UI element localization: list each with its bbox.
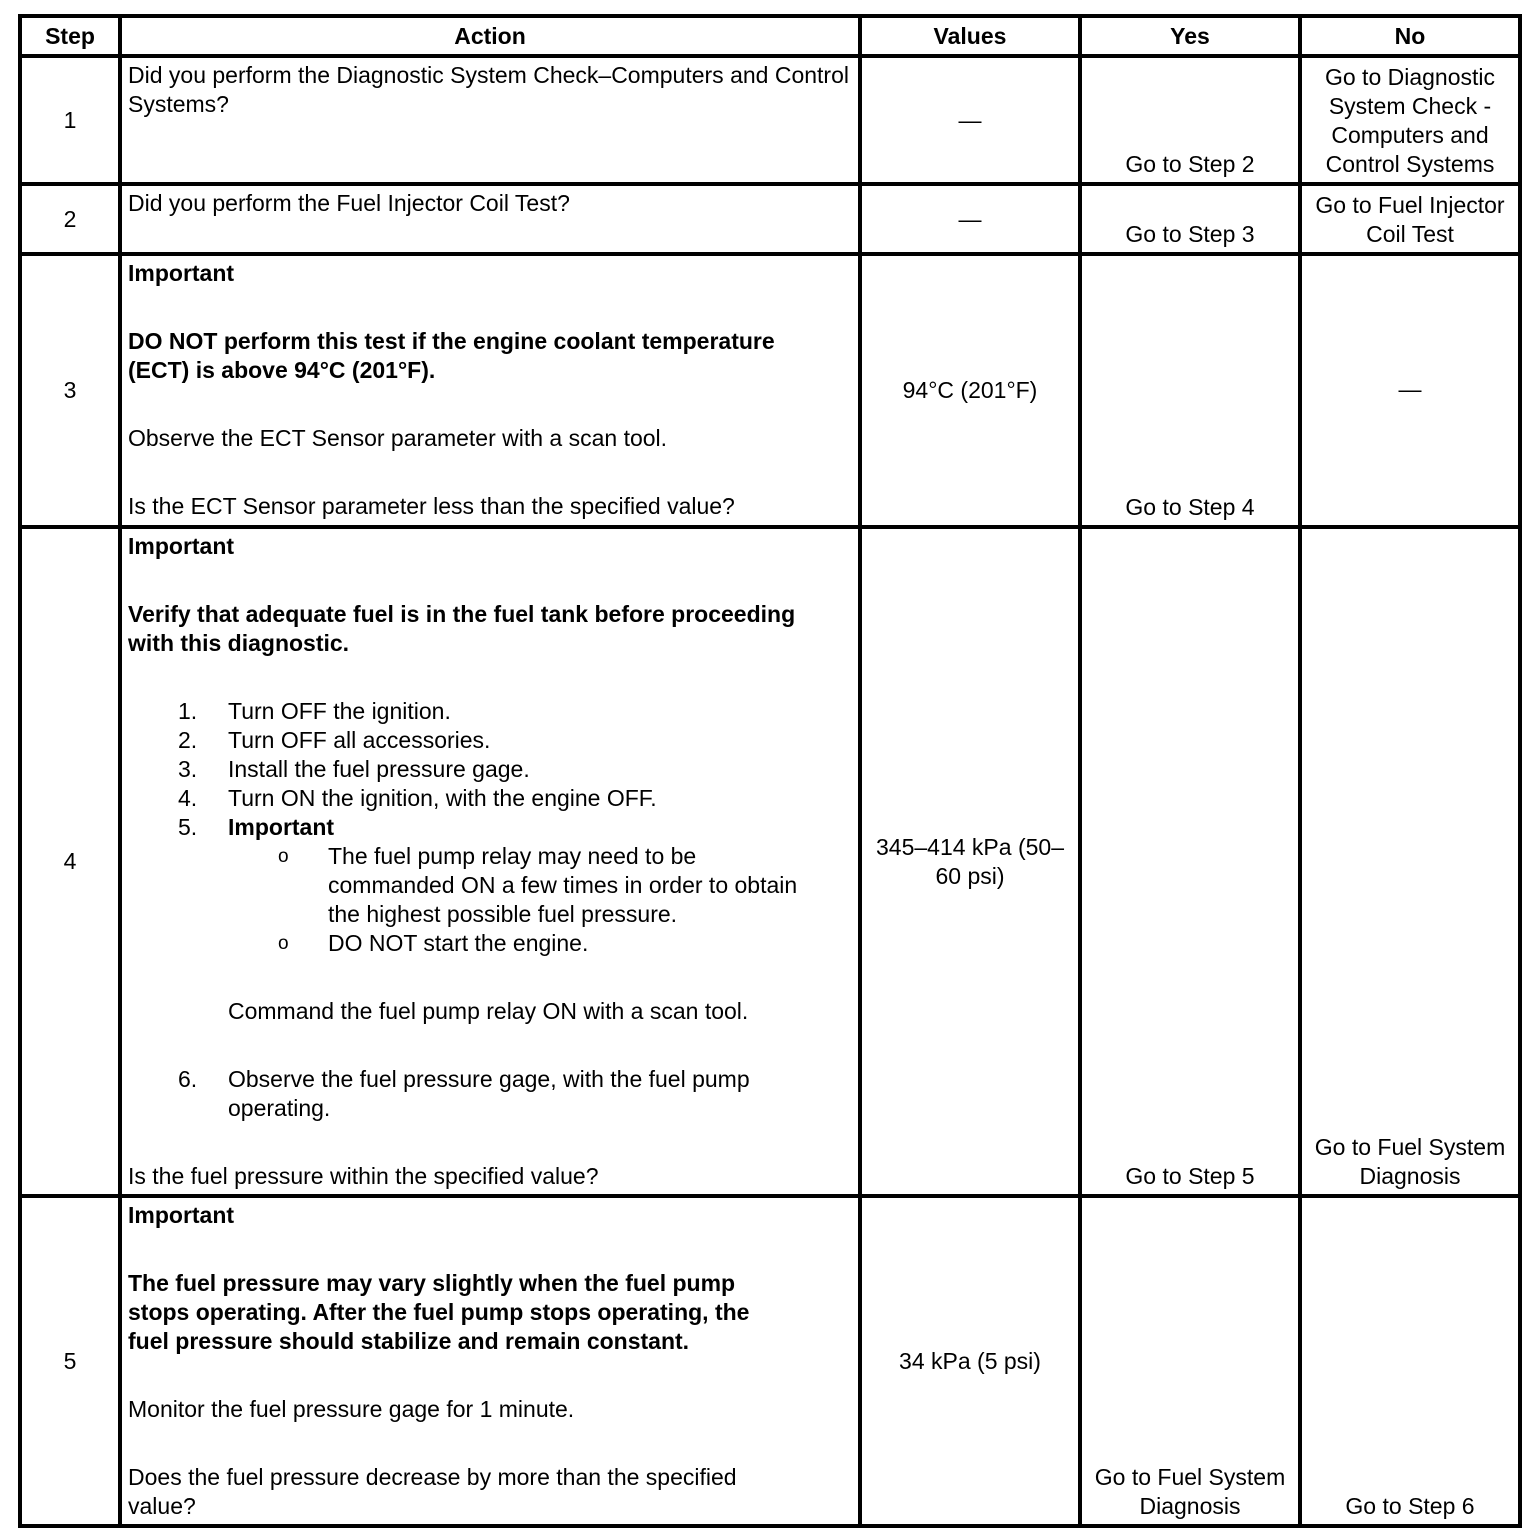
table-row-step-5 bbox=[20, 1196, 1520, 1526]
action-question: Does the fuel pressure decrease by more than the specified bbox=[128, 1464, 737, 1490]
no-line: Go to Diagnostic bbox=[1324, 64, 1496, 90]
table-row-step-4 bbox=[20, 527, 1520, 1196]
important-label: Important bbox=[128, 1202, 235, 1228]
table-row-step-3 bbox=[20, 254, 1520, 527]
header-step: Step bbox=[20, 16, 120, 56]
values-cell: — bbox=[860, 56, 1080, 184]
table-row-step-1 bbox=[20, 56, 1520, 184]
no-cell: Go to Step 6 bbox=[1300, 1196, 1520, 1526]
no-cell: — bbox=[1300, 254, 1520, 527]
warning-line: DO NOT perform this test if the engine coolant temperature bbox=[128, 328, 775, 354]
no-cell: Go to Fuel System Diagnosis bbox=[1300, 527, 1520, 1196]
sub-list bbox=[228, 842, 854, 958]
important-label: Important bbox=[128, 260, 235, 286]
values-cell: 34 kPa (5 psi) bbox=[860, 1196, 1080, 1526]
action-question: value? bbox=[128, 1493, 196, 1519]
action-cell bbox=[120, 184, 860, 254]
important-label: Important bbox=[128, 533, 235, 559]
action-cell bbox=[120, 254, 860, 527]
action-question: Did you perform the Fuel Injector Coil Test? bbox=[128, 190, 570, 216]
list-item: 1. Turn OFF the ignition. bbox=[178, 698, 451, 724]
action-question: Is the fuel pressure within the specified value? bbox=[128, 1163, 599, 1189]
yes-cell: Go to Step 5 bbox=[1080, 527, 1300, 1196]
values-cell: 94°C (201°F) bbox=[860, 254, 1080, 527]
no-line: Go to Fuel Injector bbox=[1315, 192, 1505, 218]
values-cell: — bbox=[860, 184, 1080, 254]
action-cell bbox=[120, 527, 860, 1196]
no-cell bbox=[1300, 56, 1520, 184]
list-item: 2. Turn OFF all accessories. bbox=[178, 727, 491, 753]
step-number: 4 bbox=[20, 527, 120, 1196]
action-question: Is the ECT Sensor parameter less than the specified value? bbox=[128, 493, 735, 519]
step-number: 2 bbox=[20, 184, 120, 254]
list-item: 4. Turn ON the ignition, with the engine OFF. bbox=[178, 785, 657, 811]
no-line: Computers and bbox=[1331, 122, 1489, 148]
circle-bullet-icon: o bbox=[278, 846, 289, 867]
action-question: Did you perform the Diagnostic System Check–Computers and Control Systems? bbox=[128, 62, 849, 117]
sub-list-item: o The fuel pump relay may need to be commanded ON a few times in order to obtain the highest possible fuel pressure. bbox=[278, 843, 798, 927]
no-line: Coil Test bbox=[1366, 221, 1454, 247]
table-row-step-2 bbox=[20, 184, 1520, 254]
action-instruction: Observe the ECT Sensor parameter with a scan tool. bbox=[128, 425, 668, 451]
action-instruction: Command the fuel pump relay ON with a scan tool. bbox=[228, 998, 749, 1024]
action-cell bbox=[120, 1196, 860, 1526]
step-number: 3 bbox=[20, 254, 120, 527]
no-line: System Check - bbox=[1328, 93, 1492, 119]
warning-line: fuel pressure should stabilize and remain constant. bbox=[128, 1328, 690, 1354]
action-cell bbox=[120, 56, 860, 184]
header-row bbox=[20, 16, 1520, 56]
warning-line: The fuel pressure may vary slightly when the fuel pump bbox=[128, 1270, 736, 1296]
procedure-list bbox=[128, 697, 854, 958]
no-cell bbox=[1300, 184, 1520, 254]
header-no: No bbox=[1300, 16, 1520, 56]
yes-cell: Go to Step 4 bbox=[1080, 254, 1300, 527]
list-item: 3. Install the fuel pressure gage. bbox=[178, 756, 530, 782]
values-cell: 345–414 kPa (50– 60 psi) bbox=[860, 527, 1080, 1196]
list-item: 5. Important o The fuel pump relay may need to be commanded ON a few times in order to obtain the highest possible fuel pressure. o DO NOT start the engine. bbox=[128, 813, 854, 958]
diagnostic-table bbox=[18, 14, 1522, 1528]
yes-cell: Go to Step 2 bbox=[1080, 56, 1300, 184]
header-values: Values bbox=[860, 16, 1080, 56]
action-instruction: Monitor the fuel pressure gage for 1 minute. bbox=[128, 1396, 575, 1422]
list-item: 6. Observe the fuel pressure gage, with the fuel pump operating. bbox=[178, 1066, 750, 1121]
sub-list-item: o DO NOT start the engine. bbox=[278, 930, 589, 956]
no-line: Control Systems bbox=[1325, 151, 1495, 177]
header-yes: Yes bbox=[1080, 16, 1300, 56]
warning-line: Verify that adequate fuel is in the fuel tank before proceeding bbox=[128, 601, 796, 627]
warning-line: (ECT) is above 94°C (201°F). bbox=[128, 357, 436, 383]
yes-cell: Go to Step 3 bbox=[1080, 184, 1300, 254]
yes-cell: Go to Fuel System Diagnosis bbox=[1080, 1196, 1300, 1526]
circle-bullet-icon: o bbox=[278, 933, 289, 954]
warning-line: stops operating. After the fuel pump stops operating, the bbox=[128, 1299, 750, 1325]
step-number: 1 bbox=[20, 56, 120, 184]
procedure-list-continued bbox=[128, 1065, 854, 1123]
step-number: 5 bbox=[20, 1196, 120, 1526]
header-action: Action bbox=[120, 16, 860, 56]
warning-line: with this diagnostic. bbox=[128, 630, 350, 656]
